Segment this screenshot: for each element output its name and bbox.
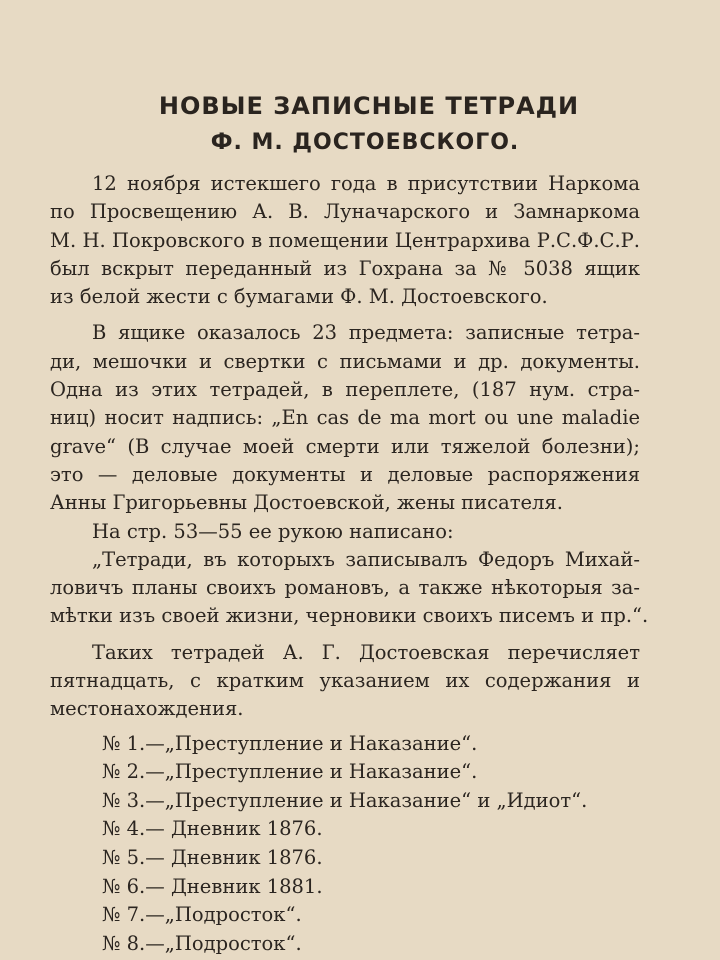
text-line: из белой жести с бумагами Ф. М. Достоевского.: [50, 285, 548, 309]
text-line: мѣтки изъ своей жизни, черновики своихъ писемъ и пр.“.: [50, 604, 649, 628]
text-line: grave“ (В случае моей смерти или тяжелой болезни);: [50, 434, 640, 458]
paragraph: [50, 319, 640, 517]
list-item: № 5.— Дневник 1876.: [102, 846, 323, 870]
list-item: № 2.—„Преступление и Наказание“.: [102, 760, 478, 784]
article-title: НОВЫЕ ЗАПИСНЫЕ ТЕТРАДИ: [158, 92, 580, 120]
text-line: был вскрыт переданный из Гохрана за № 5038 ящик: [50, 256, 640, 280]
quotation: [50, 546, 649, 631]
text-line: ловичъ планы своихъ романовъ, а также нѣкоторыя за-: [50, 576, 640, 600]
text-line: 12 ноября истекшего года в присутствии Наркома: [92, 172, 640, 195]
article-subtitle: Ф. М. ДОСТОЕВСКОГО.: [210, 130, 520, 155]
text-line: Анны Григорьевны Достоевской, жены писателя.: [50, 491, 563, 515]
list-item: № 1.—„Преступление и Наказание“.: [102, 731, 478, 755]
text-line: местонахождения.: [50, 697, 244, 721]
list-item: № 4.— Дневник 1876.: [102, 817, 323, 841]
text-line: М. Н. Покровского в помещении Центрархива Р.С.Ф.С.Р.: [50, 228, 640, 252]
paragraph: [50, 639, 640, 724]
list-item: № 6.— Дневник 1881.: [102, 874, 323, 898]
text-line: ниц) носит надпись: „En cas de ma mort ou une maladie: [50, 406, 640, 430]
list-item: № 8.—„Подросток“.: [102, 931, 302, 955]
text-line: На стр. 53—55 ее рукою написано:: [92, 519, 454, 543]
article-body: [50, 170, 649, 958]
text-line: по Просвещению А. В. Луначарского и Замнаркома: [50, 200, 640, 224]
text-line: это — деловые документы и деловые распоряжения: [50, 462, 640, 486]
text-line: Одна из этих тетрадей, в переплете, (187 нум. стра-: [50, 378, 640, 402]
list-item: № 3.—„Преступление и Наказание“ и „Идиот“.: [102, 788, 588, 812]
text-line: В ящике оказалось 23 предмета: записные тетра-: [92, 321, 640, 345]
text-line: Таких тетрадей А. Г. Достоевская перечисляет: [92, 640, 640, 664]
paragraph: [50, 518, 640, 546]
text-line: „Тетради, въ которыхъ записывалъ Федоръ Михай-: [92, 547, 640, 571]
notebook-list: [50, 730, 640, 959]
text-line: ди, мешочки и свертки с письмами и др. документы.: [50, 349, 640, 373]
text-line: пятнадцать, с кратким указанием их содержания и: [50, 669, 640, 693]
paragraph: [50, 170, 640, 311]
list-item: № 7.—„Подросток“.: [102, 903, 302, 927]
